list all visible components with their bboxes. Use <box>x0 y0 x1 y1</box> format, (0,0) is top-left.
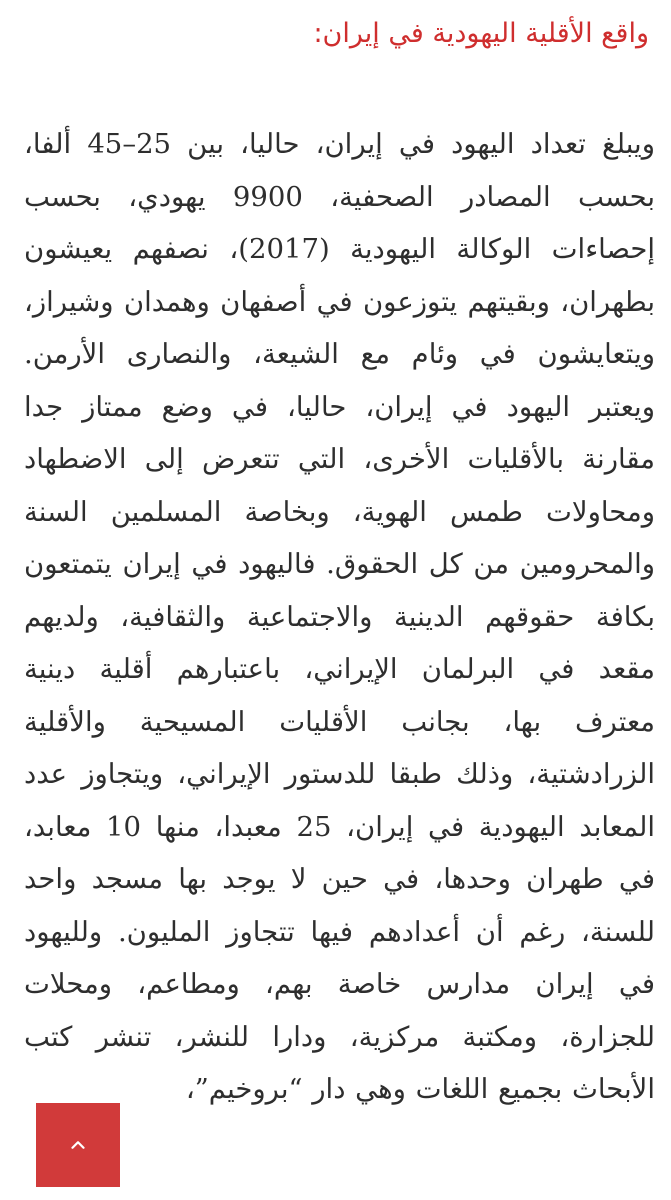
section-heading: واقع الأقلية اليهودية في إيران: <box>313 18 649 49</box>
scroll-to-top-button[interactable] <box>36 1103 120 1187</box>
article-paragraph: ويبلغ تعداد اليهود في إيران، حاليا، بين 25–45 ألفا، بحسب المصادر الصحفية، 9900 يهودي، بحسب إحصاءات الوكالة اليهودية (2017)، نصفهم يعيشون بطهران، وبقيتهم يتوزعون في أصفهان وهمدان وشيراز، ويتعايشون في وئام مع الشيعة، والنصارى الأرمن. ويعتبر اليهود في إيران، حاليا، في وضع ممتاز جدا مقارنة بالأقليات الأخرى، التي تتعرض إلى الاضطهاد ومحاولات طمس الهوية، وبخاصة المسلمين السنة والمحرومين من كل الحقوق. فاليهود في إيران يتمتعون بكافة حقوقهم الدينية والاجتماعية والثقافية، ولديهم مقعد في البرلمان الإيراني، باعتبارهم أقلية دينية معترف بها، بجانب الأقليات المسيحية والأقلية الزرادشتية، وذلك طبقا للدستور الإيراني، ويتجاوز عدد المعابد اليهودية في إيران، 25 معبدا، منها 10 معابد، في طهران وحدها، في حين لا يوجد بها مسجد واحد للسنة، رغم أن أعدادهم فيها تتجاوز المليون. ولليهود في إيران مدارس خاصة بهم، ومطاعم، ومحلات للجزارة، ومكتبة مركزية، ودارا للنشر، تنشر كتب الأبحاث بجميع اللغات وهي دار “بروخيم”، <box>24 128 655 1105</box>
chevron-up-icon <box>67 1134 89 1156</box>
